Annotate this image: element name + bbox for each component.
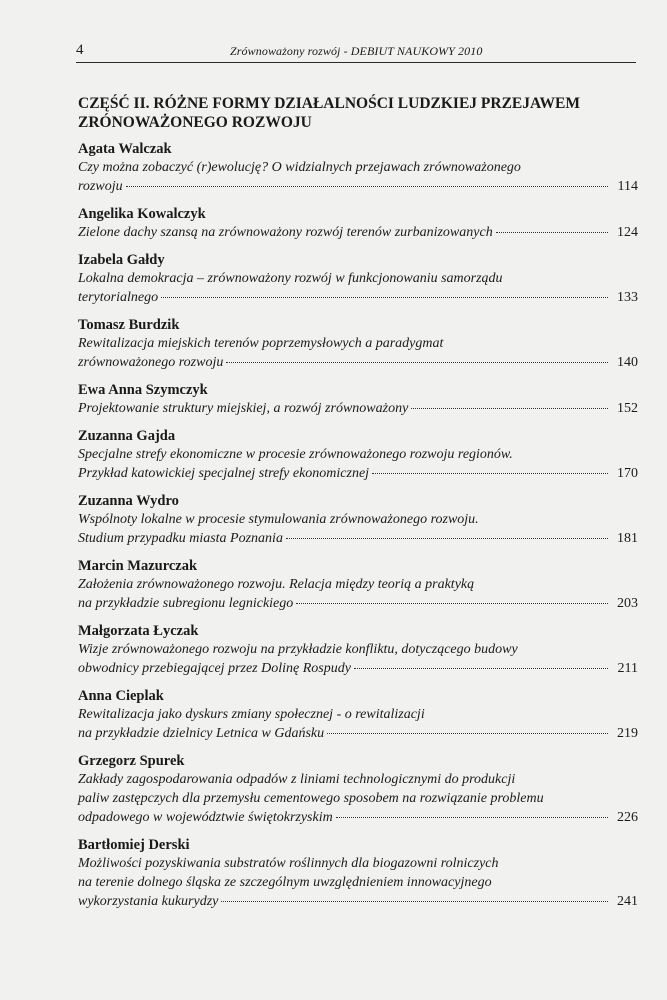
section-title-line-1: CZĘŚĆ II. RÓŻNE FORMY DZIAŁALNOŚCI LUDZKIEJ PRZEJAWEM — [78, 95, 580, 112]
toc-entry — [78, 752, 638, 827]
toc-entry-title-text: na przykładzie subregionu legnickiego — [78, 596, 294, 611]
toc-entry-title-line: Lokalna demokracja – zrównoważony rozwój w funkcjonowaniu samorządu — [78, 271, 503, 286]
dot-leader — [221, 901, 608, 902]
toc-entry-title-text: Przykład katowickiej specjalnej strefy ekonomicznej — [78, 466, 370, 481]
toc-entry-page-number: 140 — [617, 355, 638, 370]
toc-entry-title-text: wykorzystania kukurydzy — [78, 894, 219, 909]
toc-entry-title-line: Czy można zobaczyć (r)ewolucję? O widzialnych przejawach zrównoważonego — [78, 160, 521, 175]
toc-entry-title-text: na przykładzie dzielnicy Letnica w Gdańsku — [78, 726, 325, 741]
section-title-line-2: ZRÓNOWAŻONEGO ROZWOJU — [78, 114, 312, 131]
toc-entry-page-number: 203 — [617, 596, 638, 611]
toc-entry-title-line — [78, 288, 638, 307]
toc-entry-title-line — [78, 724, 638, 743]
toc-entry-page-number: 152 — [617, 401, 638, 416]
toc-entry-page-number: 226 — [617, 810, 638, 825]
toc-entry-title-text: odpadowego w województwie świętokrzyskim — [78, 810, 333, 825]
dot-leader — [126, 186, 608, 187]
toc-entry — [78, 492, 638, 548]
toc-entry-title-line — [78, 399, 638, 418]
toc-entry-page-number: 133 — [617, 290, 638, 305]
toc-entry-page-number: 170 — [617, 466, 638, 481]
toc-entry-title-line — [78, 594, 638, 613]
toc-entry-author: Marcin Mazurczak — [78, 558, 198, 574]
dot-leader — [296, 603, 608, 604]
toc-entry-author: Agata Walczak — [78, 141, 172, 157]
toc-entry-title-line: Założenia zrównoważonego rozwoju. Relacja między teorią a praktyką — [78, 577, 475, 592]
toc-entry — [78, 140, 638, 196]
dot-leader — [336, 817, 608, 818]
toc-entry-title-line: Specjalne strefy ekonomiczne w procesie zrównoważonego rozwoju regionów. — [78, 447, 513, 462]
toc-entry-page-number: 219 — [617, 726, 638, 741]
dot-leader — [354, 668, 608, 669]
toc-entry — [78, 622, 638, 678]
dot-leader — [327, 733, 608, 734]
toc-entry-page-number: 241 — [617, 894, 638, 909]
toc-entry-title-text: obwodnicy przebiegającej przez Dolinę Rospudy — [78, 661, 351, 676]
dot-leader — [496, 232, 608, 233]
toc-entry-title-line: Wspólnoty lokalne w procesie stymulowania zrównoważonego rozwoju. — [78, 512, 479, 527]
toc-entry-title-line: paliw zastępczych dla przemysłu cementowego sposobem na rozwiązanie problemu — [78, 791, 544, 806]
toc-entry — [78, 427, 638, 483]
toc-entry-page-number: 114 — [617, 179, 638, 194]
toc-entry-author: Angelika Kowalczyk — [78, 206, 206, 222]
section-title — [78, 94, 630, 132]
toc-entry-title-line — [78, 177, 638, 196]
toc-entry-author: Grzegorz Spurek — [78, 753, 185, 769]
toc-entry — [78, 205, 638, 242]
toc-entry-title-line — [78, 892, 638, 911]
toc-entry-author: Małgorzata Łyczak — [78, 623, 199, 639]
toc-entry-title-text: terytorialnego — [78, 290, 159, 305]
toc-entry-author: Izabela Gałdy — [78, 252, 165, 268]
toc-entry-author: Bartłomiej Derski — [78, 837, 190, 853]
toc-entry-title-line: na terenie dolnego śląska ze szczególnym uwzględnieniem innowacyjnego — [78, 875, 492, 890]
toc-entry-title-text: zrównoważonego rozwoju — [78, 355, 224, 370]
toc-entry-title-line: Wizje zrównoważonego rozwoju na przykładzie konfliktu, dotyczącego budowy — [78, 642, 518, 657]
dot-leader — [161, 297, 608, 298]
dot-leader — [286, 538, 608, 539]
running-title: Zrównoważony rozwój - DEBIUT NAUKOWY 2010 — [230, 44, 483, 58]
dot-leader — [372, 473, 608, 474]
toc-entry — [78, 251, 638, 307]
toc-entry-title-line — [78, 223, 638, 242]
toc-entry-title-line — [78, 529, 638, 548]
toc-entry-author: Ewa Anna Szymczyk — [78, 382, 208, 398]
toc-entry-author: Zuzanna Gajda — [78, 428, 176, 444]
toc-entry-title-text: rozwoju — [78, 179, 123, 194]
toc-entry — [78, 687, 638, 743]
toc-entry — [78, 381, 638, 418]
toc-entry-author: Tomasz Burdzik — [78, 317, 180, 333]
page-number: 4 — [76, 42, 84, 58]
dot-leader — [411, 408, 608, 409]
toc-entry — [78, 316, 638, 372]
toc-entry-author: Anna Cieplak — [78, 688, 164, 704]
toc-entry-title-line — [78, 464, 638, 483]
toc-entry — [78, 557, 638, 613]
header-rule — [76, 62, 636, 63]
toc-entry-page-number: 124 — [617, 225, 638, 240]
toc-entry — [78, 836, 638, 911]
toc-entry-page-number: 211 — [617, 661, 638, 676]
toc-entry-title-line: Możliwości pozyskiwania substratów roślinnych dla biogazowni rolniczych — [78, 856, 499, 871]
toc-entry-title-line — [78, 659, 638, 678]
toc-entry-title-line: Rewitalizacja miejskich terenów poprzemysłowych a paradygmat — [78, 336, 444, 351]
toc-entry-title-line — [78, 353, 638, 372]
page-header — [76, 40, 636, 62]
toc-entry-title-line: Zakłady zagospodarowania odpadów z liniami technologicznymi do produkcji — [78, 772, 516, 787]
toc-entry-author: Zuzanna Wydro — [78, 493, 179, 509]
toc-entry-page-number: 181 — [617, 531, 638, 546]
toc-entry-title-text: Projektowanie struktury miejskiej, a rozwój zrównoważony — [78, 401, 409, 416]
toc-entry-title-text: Zielone dachy szansą na zrównoważony rozwój terenów zurbanizowanych — [78, 225, 493, 240]
toc-entry-title-line — [78, 808, 638, 827]
toc-entry-title-line: Rewitalizacja jako dyskurs zmiany społecznej - o rewitalizacji — [78, 707, 425, 722]
toc-entry-title-text: Studium przypadku miasta Poznania — [78, 531, 283, 546]
table-of-contents — [78, 140, 638, 920]
dot-leader — [226, 362, 608, 363]
